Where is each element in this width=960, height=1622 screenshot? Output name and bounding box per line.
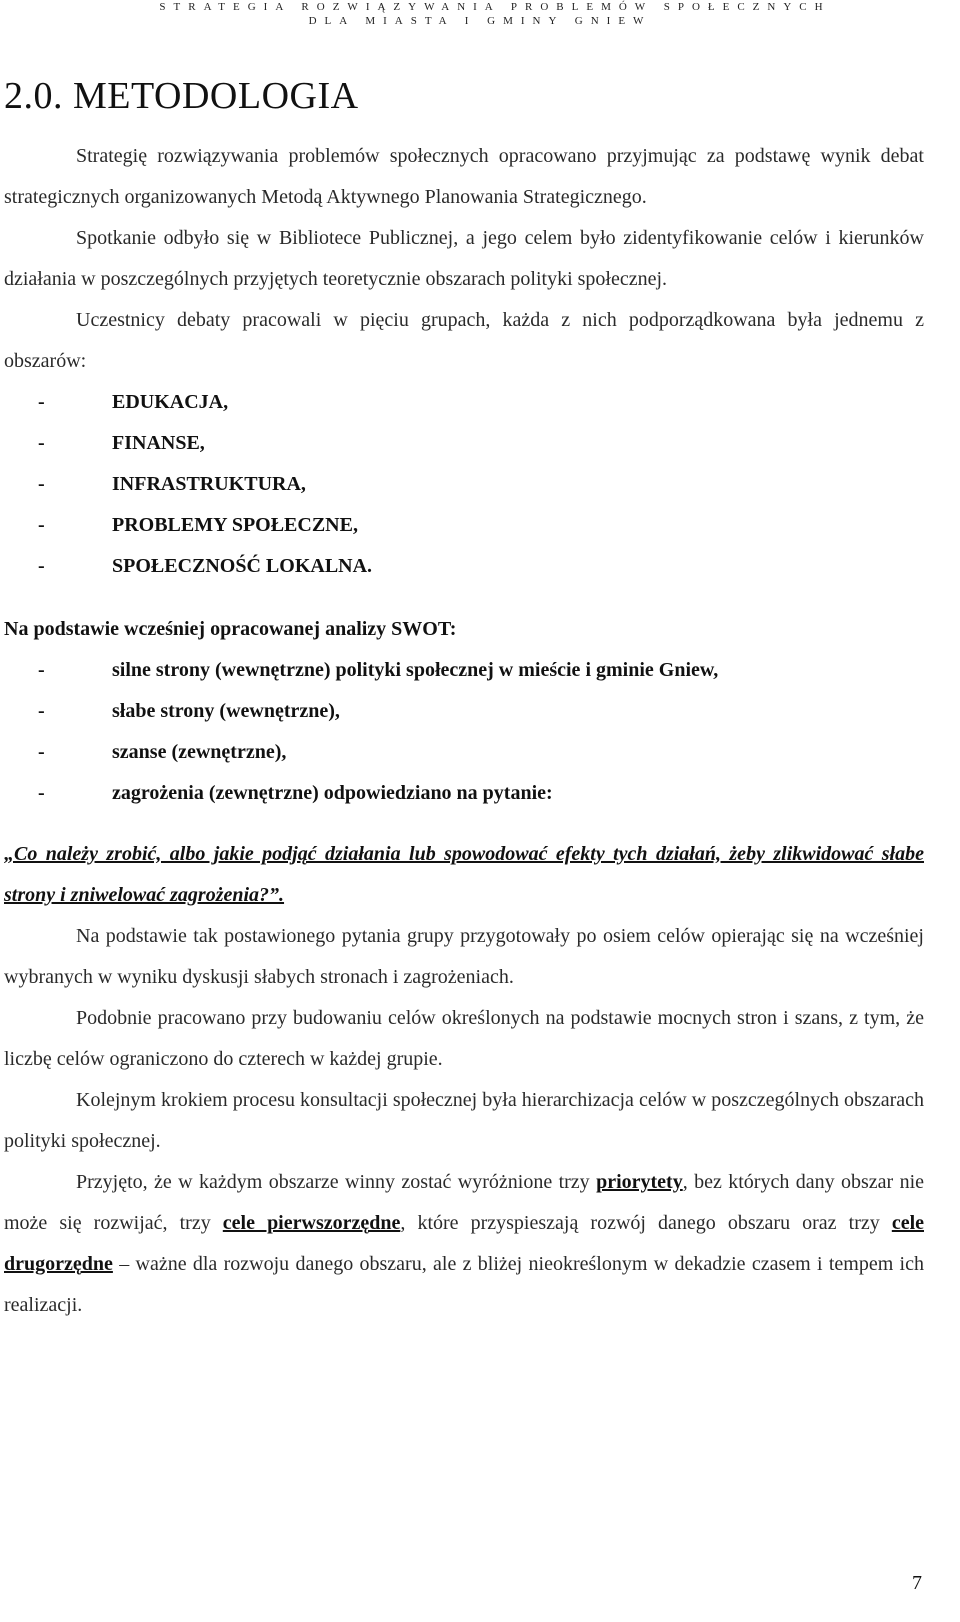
section-title: 2.0. METODOLOGIA [4,75,359,117]
paragraph-four-goals: Podobnie pracowano przy budowaniu celów określonych na podstawie mocnych stron i szans, z tym, że liczbę celów ograniczono do czterech w każdej grupie. [4,1007,924,1070]
text-run: , bez których dany obszar nie może się rozwijać, trzy [4,1171,925,1234]
list-dash: - [38,659,45,681]
swot-label: zagrożenia (zewnętrzne) odpowiedziano na pytanie: [112,782,553,804]
term-primary-goals: cele pierwszorzędne [222,1212,401,1234]
text-run: , które przyspieszają rozwój danego obszaru oraz trzy [400,1212,892,1234]
list-item [4,546,924,587]
text-run: Przyjęto, że w każdym obszarze winny zostać wyróżnione trzy [76,1171,597,1193]
document-body [4,136,924,1326]
running-header [0,0,960,28]
paragraph-priorities [4,1162,924,1326]
paragraph-groups: Uczestnicy debaty pracowali w pięciu grupach, każda z nich podporządkowana była jednemu z obszarów: [4,309,924,372]
list-dash: - [38,782,45,804]
list-item [4,423,924,464]
spacer [4,814,924,834]
paragraph-methodology: Strategię rozwiązywania problemów społecznych opracowano przyjmując za podstawę wynik debat strategicznych organizowanych Metodą Aktywnego Planowania Strategicznego. [4,145,924,208]
header-line-1: STRATEGIA ROZWIĄZYWANIA PROBLEMÓW SPOŁECZNYCH [159,1,831,13]
text-run: – ważne dla rozwoju danego obszaru, ale z bliżej nieokreślonym w dekadzie czasem i tempem ich realizacji. [4,1253,924,1316]
list-dash: - [38,473,45,495]
list-item [4,464,924,505]
key-question: „Co należy zrobić, albo jakie podjąć działania lub spowodować efekty tych działań, żeby zlikwidować słabe strony i zniwelować zagrożenia?”. [4,843,924,906]
paragraph-eight-goals: Na podstawie tak postawionego pytania grupy przygotowały po osiem celów opierając się na wcześniej wybranych w wyniku dyskusji słabych stronach i zagrożeniach. [4,925,924,988]
list-dash: - [38,391,45,413]
list-item [4,773,924,814]
area-label: INFRASTRUKTURA, [112,473,306,495]
paragraph-hierarchy: Kolejnym krokiem procesu konsultacji społecznej była hierarchizacja celów w poszczególnych obszarach polityki społecznej. [4,1089,924,1152]
list-dash: - [38,555,45,577]
area-label: EDUKACJA, [112,391,229,413]
swot-label: silne strony (wewnętrzne) polityki społecznej w mieście i gminie Gniew, [112,659,719,681]
header-line-2: DLA MIASTA I GMINY GNIEW [308,15,652,27]
list-item [4,650,924,691]
term-priorities: priorytety [596,1171,683,1193]
term-secondary-goals: cele drugorzędne [4,1212,924,1275]
swot-list [4,650,924,814]
list-dash: - [38,700,45,722]
list-item [4,691,924,732]
list-item [4,505,924,546]
list-dash: - [38,514,45,536]
area-label: PROBLEMY SPOŁECZNE, [112,514,358,536]
area-label: FINANSE, [112,432,205,454]
list-dash: - [38,432,45,454]
page-number: 7 [912,1572,922,1594]
list-item [4,732,924,773]
swot-label: słabe strony (wewnętrzne), [112,700,340,722]
areas-list [4,382,924,587]
list-dash: - [38,741,45,763]
spacer [4,587,924,609]
swot-label: szanse (zewnętrzne), [112,741,287,763]
area-label: SPOŁECZNOŚĆ LOKALNA. [112,555,373,577]
list-item [4,382,924,423]
paragraph-meeting: Spotkanie odbyło się w Bibliotece Publicznej, a jego celem było zidentyfikowanie celów i kierunków działania w poszczególnych przyjętych teoretycznie obszarach polityki społecznej. [4,227,924,290]
swot-intro: Na podstawie wcześniej opracowanej analizy SWOT: [4,618,457,640]
